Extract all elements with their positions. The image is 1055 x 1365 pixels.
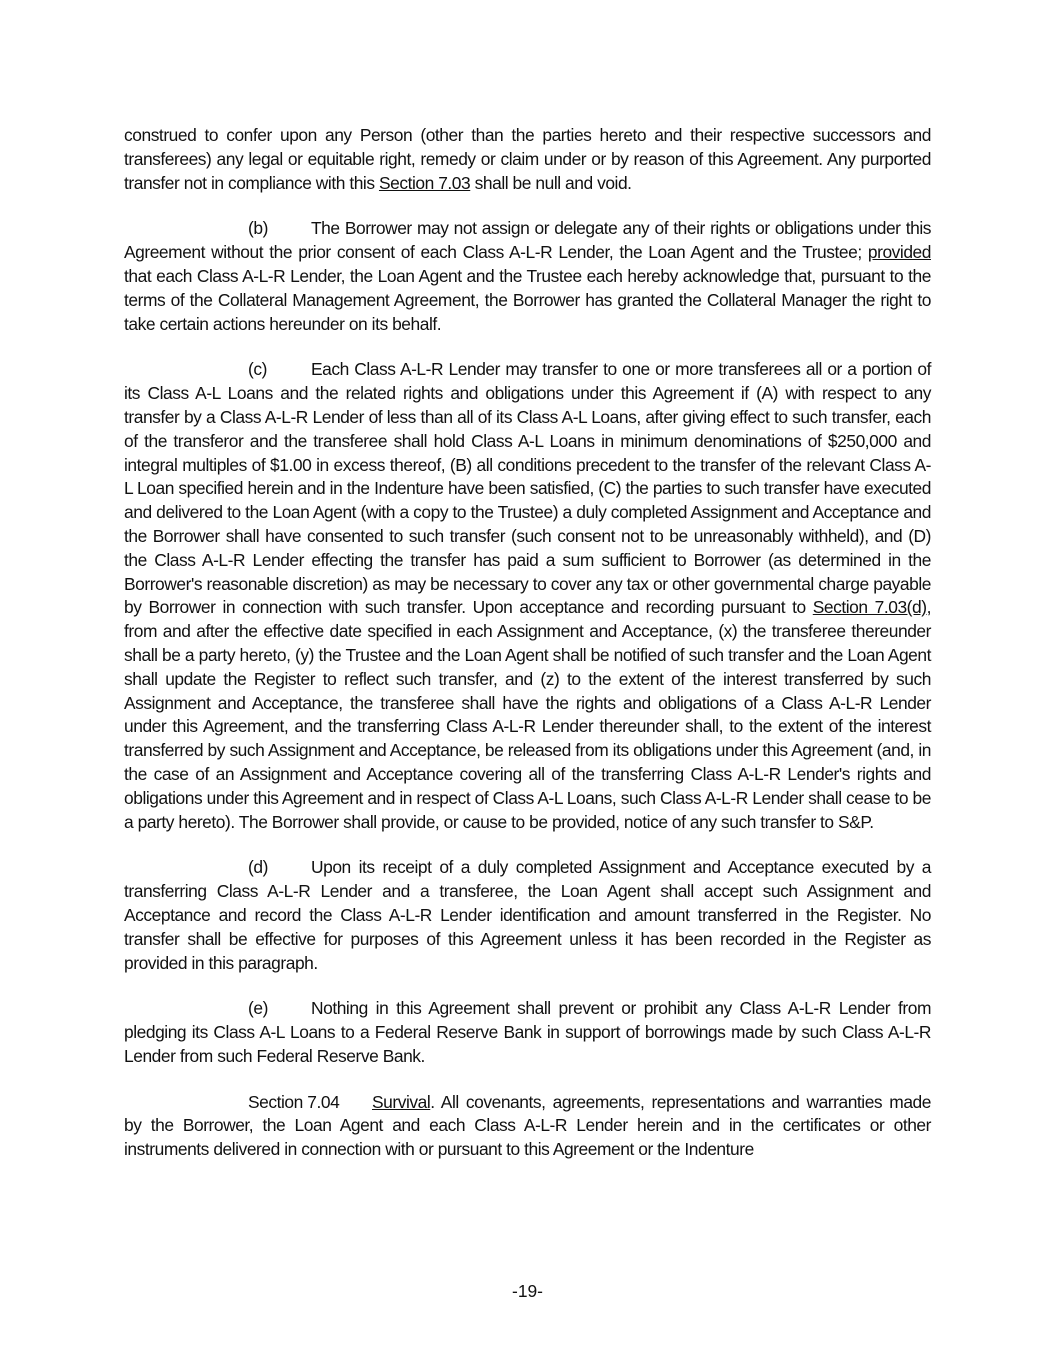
paragraph-continuation xyxy=(124,124,931,195)
paragraph-text: Nothing in this Agreement shall prevent or prohibit any Class A-L-R Lender from pledging its Class A-L Loans to a Federal Reserve Bank in support of borrowings made by such Class A-L-R Lender from such Federal Reserve Bank. xyxy=(124,998,931,1066)
paragraph-text: , from and after the effective date specified in each Assignment and Acceptance, (x) the transferee thereunder shall be a party hereto, (y) the Trustee and the Loan Agent shall be notified of such transfer and the Loan Agent shall update the Register to reflect such transfer, and (z) to the extent of the interest transferred by such Assignment and Acceptance, the transferee shall have the rights and obligations of a Class A-L-R Lender under this Agreement, and the transferring Class A-L-R Lender thereunder shall, to the extent of the interest transferred by such Assignment and Acceptance, be released from its obligations under this Agreement (and, in the case of an Assignment and Acceptance covering all of the transferring Class A-L-R Lender's rights and obligations under this Agreement and in respect of Class A-L Loans, such Class A-L-R Lender shall cease to be a party hereto). The Borrower shall provide, or cause to be provided, notice of any such transfer to S&P. xyxy=(124,597,931,832)
document-page xyxy=(124,124,931,1184)
paragraph-b xyxy=(124,217,931,336)
paragraph-text: Upon its receipt of a duly completed Assignment and Acceptance executed by a transferring Class A-L-R Lender and a transferee, the Loan Agent shall accept such Assignment and Acceptance and record the Class A-L-R Lender identification and amount transferred in the Register. No transfer shall be effective for purposes of this Agreement unless it has been recorded in the Register as provided in this paragraph. xyxy=(124,857,931,973)
section-7-04 xyxy=(124,1091,931,1162)
paragraph-text: The Borrower may not assign or delegate any of their rights or obligations under this Agreement without the prior consent of each Class A-L-R Lender, the Loan Agent and the Trustee; xyxy=(124,218,931,263)
paragraph-text: Each Class A-L-R Lender may transfer to one or more transferees all or a portion of its Class A-L Loans and the related rights and obligations under this Agreement if (A) with respect to any transfer by a Class A-L-R Lender of less than all of its Class A-L Loans, after giving effect to such transfer, each of the transferor and the transferee shall hold Class A-L Loans in minimum denominations of $250,000 and integral multiples of $1.00 in excess thereof, (B) all conditions precedent to the transfer of the relevant Class A-L Loan specified herein and in the Indenture have been satisfied, (C) the parties to such transfer have executed and delivered to the Loan Agent (with a copy to the Trustee) a duly completed Assignment and Acceptance and the Borrower shall have consented to such transfer (such consent not to be unreasonably withheld), and (D) the Class A-L-R Lender effecting the transfer has paid a sum sufficient to Borrower (as determined in the Borrower's reasonable discretion) as may be necessary to cover any tax or other governmental charge payable by Borrower in connection with such transfer. Upon acceptance and recording pursuant to xyxy=(124,359,931,618)
section-title: Survival xyxy=(372,1091,431,1112)
paragraph-c xyxy=(124,358,931,834)
paragraph-label: (c) xyxy=(248,359,267,380)
section-reference: Section 7.03(d) xyxy=(812,597,927,618)
page-number: -19- xyxy=(512,1281,543,1301)
section-reference: Section 7.03 xyxy=(378,172,471,193)
paragraph-d xyxy=(124,856,931,975)
section-label: Section 7.04 xyxy=(248,1091,340,1112)
paragraph-label: (d) xyxy=(248,857,268,878)
paragraph-label: (e) xyxy=(248,998,268,1019)
paragraph-text: that each Class A-L-R Lender, the Loan Agent and the Trustee each hereby acknowledge that, pursuant to the terms of the Collateral Management Agreement, the Borrower has granted the Collateral Manager the right to take certain actions hereunder on its behalf. xyxy=(124,265,931,334)
paragraph-text: shall be null and void. xyxy=(470,172,632,193)
paragraph-label: (b) xyxy=(248,218,268,239)
paragraph-e xyxy=(124,997,931,1068)
paragraph-text: construed to confer upon any Person (other than the parties hereto and their respective successors and transferees) any legal or equitable right, remedy or claim under or by reason of this Agreement. Any purported transfer not in compliance with this xyxy=(124,125,931,193)
underlined-term: provided xyxy=(867,242,931,263)
paragraph-text: . All covenants, agreements, representations and warranties made by the Borrower, the Loan Agent and each Class A-L-R Lender herein and in the certificates or other instruments delivered in connection with or pursuant to this Agreement or the Indenture xyxy=(124,1091,931,1160)
